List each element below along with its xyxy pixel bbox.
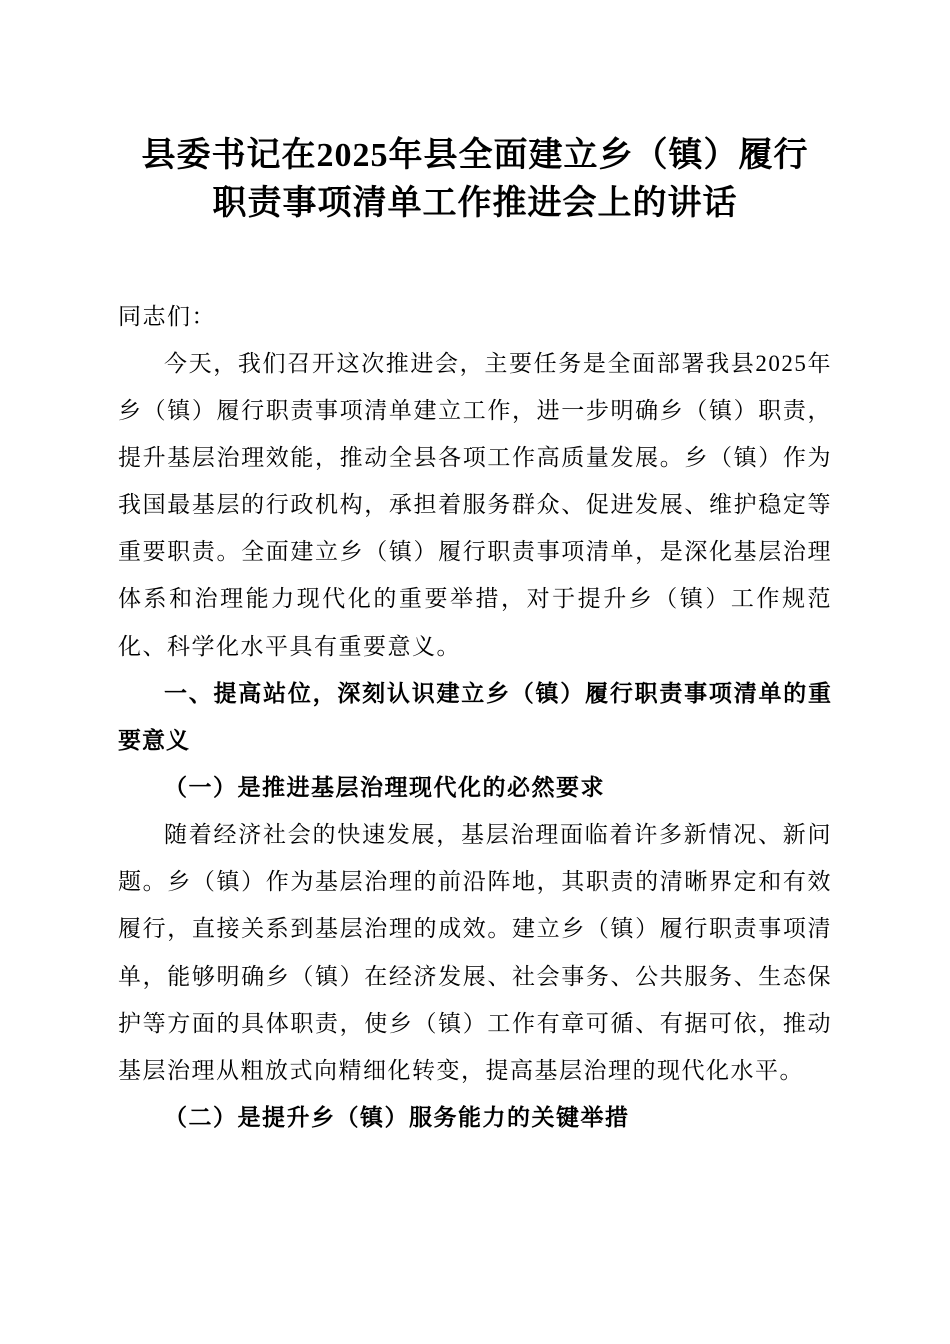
document-title-line-2: 职责事项清单工作推进会上的讲话 (212, 185, 738, 223)
document-title (118, 132, 832, 229)
heading-subsection-1-1: （一）是推进基层治理现代化的必然要求 (164, 774, 605, 800)
paragraph-subsection-1-1-body: 随着经济社会的快速发展，基层治理面临着许多新情况、新问题。乡（镇）作为基层治理的前沿阵地，其职责的清晰界定和有效履行，直接关系到基层治理的成效。建立乡（镇）履行职责事项清单，能够明确乡（镇）在经济发展、社会事务、公共服务、生态保护等方面的具体职责，使乡（镇）工作有章可循、有据可依，推动基层治理从粗放式向精细化转变，提高基层治理的现代化水平。 (118, 822, 832, 1083)
paragraph-intro: 今天，我们召开这次推进会，主要任务是全面部署我县2025年乡（镇）履行职责事项清单建立工作，进一步明确乡（镇）职责，提升基层治理效能，推动全县各项工作高质量发展。乡（镇）作为我国最基层的行政机构，承担着服务群众、促进发展、维护稳定等重要职责。全面建立乡（镇）履行职责事项清单，是深化基层治理体系和治理能力现代化的重要举措，对于提升乡（镇）工作规范化、科学化水平具有重要意义。 (118, 350, 832, 659)
heading-section-1: 一、提高站位，深刻认识建立乡（镇）履行职责事项清单的重要意义 (118, 679, 832, 753)
heading-subsection-1-2: （二）是提升乡（镇）服务能力的关键举措 (164, 1104, 630, 1130)
paragraph-salutation: 同志们： (118, 303, 216, 329)
document-title-line-1: 县委书记在2025年县全面建立乡（镇）履行 (141, 137, 809, 174)
document-body (118, 293, 832, 1142)
